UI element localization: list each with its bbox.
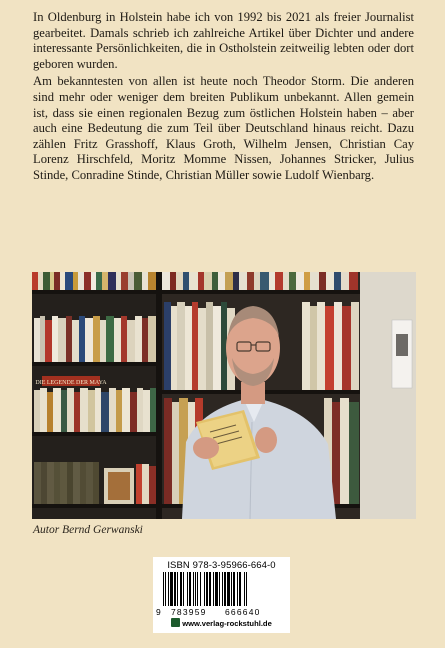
barcode-bar [209,572,211,606]
barcode-bar [195,572,196,606]
barcode-bar [213,572,214,606]
isbn-barcode-box [153,557,290,633]
barcode-digits-group-1: 783959 [171,607,207,617]
barcode-bar [163,572,164,606]
back-cover-text [33,10,414,186]
barcode-bar [239,572,241,606]
barcode-bar [206,572,208,606]
photo-caption: Autor Bernd Gerwanski [33,524,143,536]
barcode-bar [168,572,169,606]
publisher-url[interactable] [153,618,290,628]
barcode-bar [180,572,182,606]
publisher-logo-icon [171,618,180,627]
paragraph-intro: In Oldenburg in Holstein habe ich von 1992 bis 2021 als freier Journalist gearbeitet. Damals schrieb ich zahlreiche Artikel über Dichter und andere interessante Persönlichkeiten, die in Ostholstein zeitweilig lebten oder dort geboren wurden. [33,10,414,71]
isbn-label: ISBN 978-3-95966-664-0 [167,560,276,571]
barcode-digits-group-2: 666640 [225,607,261,617]
barcode-bar [174,572,176,606]
barcode-bar [227,572,230,606]
barcode-bar [183,572,184,606]
barcode [163,572,280,606]
barcode-bar [165,572,166,606]
barcode-bar [189,572,191,606]
barcode-bar [222,572,223,606]
barcode-bar [200,572,201,606]
barcode-bar [197,572,198,606]
book-spine-title: DIE LEGENDE DER MAYA [35,380,107,386]
barcode-bar [170,572,173,606]
author-photo [32,272,416,519]
barcode-bar [233,572,235,606]
barcode-bar [219,572,220,606]
barcode-digit-first: 9 [156,607,161,617]
barcode-bar [177,572,178,606]
barcode-bar [187,572,188,606]
barcode-bar [246,572,247,606]
barcode-bar [204,572,205,606]
barcode-bar [231,572,232,606]
barcode-bar [224,572,226,606]
paragraph-authors: Am bekanntesten von allen ist heute noch Theodor Storm. Die anderen sind mehr oder weniger dem breiten Publikum unbekannt. Allen gemein ist, dass sie einen regionalen Bezug zum östlichen Holstein haben – aber auch eine Bedeutung die zum Teil über Deutschland hinaus reicht. Dazu zählen Fritz Grasshoff, Klaus Groth, Wilhelm Jensen, Christian Cay Lorenz Hirschfeld, Moritz Momme Nissen, Johannes Stricker, Julius Stinde, Conradine Stinde, Christian Müller sowie Ludolf Wienbarg. [33,74,414,182]
publisher-url-text: www.verlag-rockstuhl.de [182,619,272,628]
barcode-bar [193,572,194,606]
barcode-bar [237,572,238,606]
barcode-bar [244,572,245,606]
barcode-bar [215,572,218,606]
